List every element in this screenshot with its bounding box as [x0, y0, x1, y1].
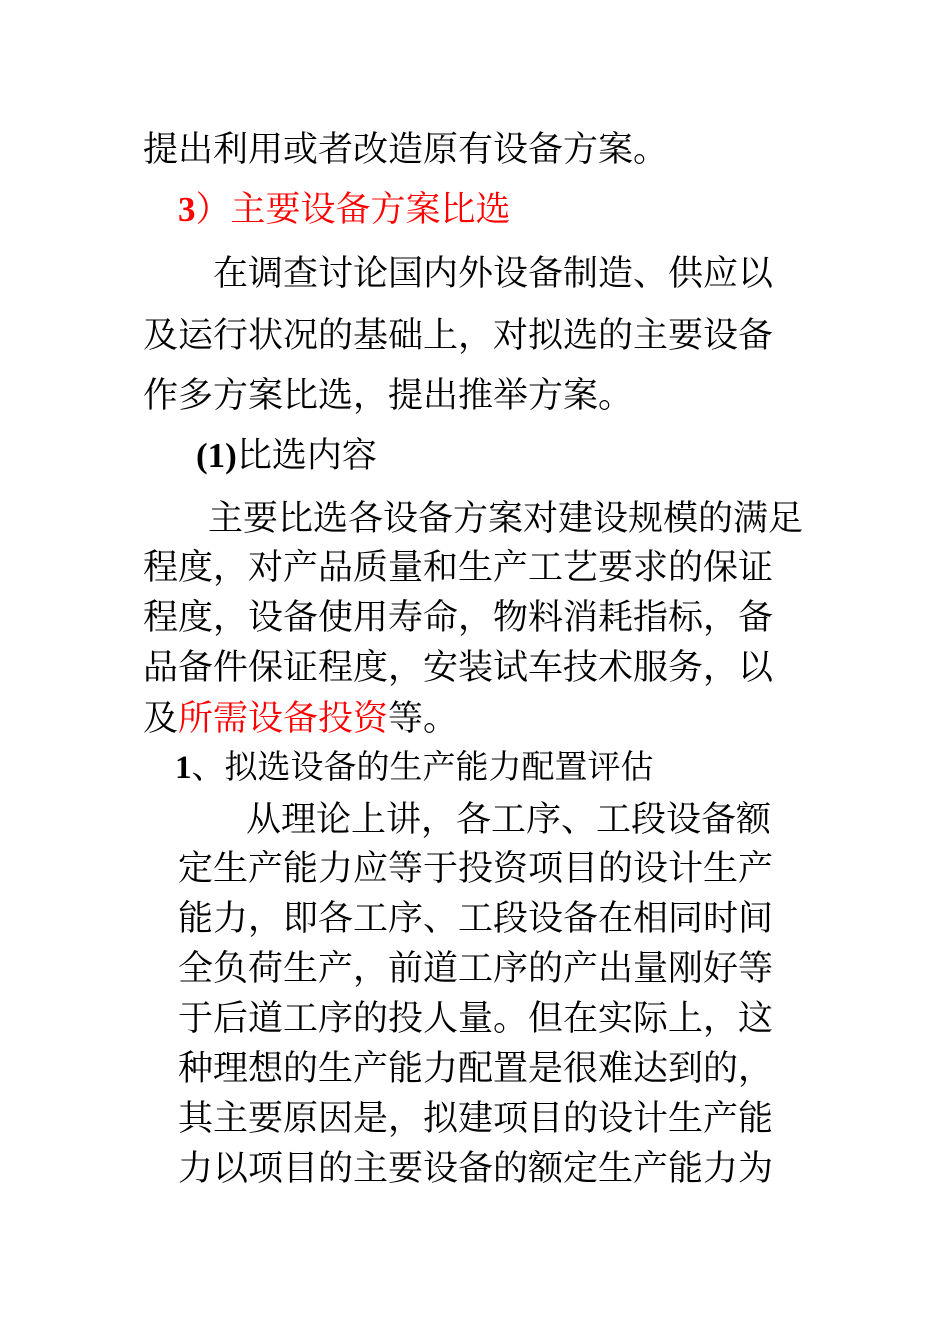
- paragraph-line-7: 主要比选各设备方案对建设规模的满足: [208, 499, 804, 539]
- paragraph-line-18: 种理想的生产能力配置是很难达到的，: [178, 1049, 774, 1089]
- paragraph-line-9: 程度，设备使用寿命，物料消耗指标，备: [143, 598, 774, 638]
- subheading-number: 1: [175, 750, 192, 786]
- subheading-title: 比选内容: [236, 436, 377, 476]
- paragraph-line-20: 力以项目的主要设备的额定生产能力为: [178, 1149, 774, 1189]
- paragraph-line-5: 作多方案比选，提出推举方案。: [143, 376, 634, 416]
- paragraph-line-19: 其主要原因是，拟建项目的设计生产能: [178, 1099, 774, 1139]
- section-number: 3: [178, 190, 196, 229]
- paragraph-line-15: 能力，即各工序、工段设备在相同时间: [178, 899, 774, 939]
- text-segment: 及: [143, 699, 179, 739]
- paragraph-line-10: 品备件保证程度，安装试车技术服务，以: [143, 648, 774, 688]
- text-segment: 等。: [388, 699, 459, 739]
- paragraph-line-14: 定生产能力应等于投资项目的设计生产: [178, 849, 774, 889]
- paragraph-line-13: 从理论上讲，各工序、工段设备额: [246, 800, 772, 840]
- paragraph-line-1: 提出利用或者改造原有设备方案。: [143, 130, 669, 170]
- paragraph-line-17: 于后道工序的投人量。但在实际上，这: [178, 999, 774, 1039]
- section-title: ）主要设备方案比选: [195, 190, 511, 230]
- paragraph-line-3: 在调查讨论国内外设备制造、供应以: [213, 254, 774, 294]
- highlighted-text: 所需设备投资: [178, 699, 389, 739]
- subheading-capacity-assessment: [175, 747, 654, 787]
- subheading-comparison-content: [196, 436, 377, 476]
- paragraph-line-4: 及运行状况的基础上，对拟选的主要设备: [143, 316, 774, 356]
- subheading-number: (1): [196, 436, 237, 475]
- section-heading-3: [178, 190, 511, 230]
- paragraph-line-8: 程度，对产品质量和生产工艺要求的保证: [143, 548, 774, 588]
- paragraph-line-16: 全负荷生产，前道工序的产出量刚好等: [178, 949, 774, 989]
- subheading-title: 、拟选设备的生产能力配置评估: [191, 747, 654, 786]
- paragraph-line-11: [143, 699, 458, 739]
